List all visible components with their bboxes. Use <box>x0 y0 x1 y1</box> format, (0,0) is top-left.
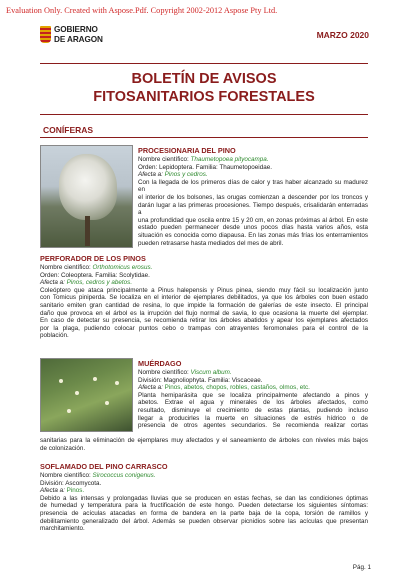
title-line-1: BOLETÍN DE AVISOS <box>131 71 277 87</box>
borer-body-2: con Tomicus piniperda. Se localiza en el interior de ejemplares debilitados, ya que los árboles con buen estado <box>40 294 368 302</box>
borer-affects-line: Afecta a: Pinos, cedros y abetos. <box>40 279 133 287</box>
processionary-body-6: situación es conocida como diapausa. En las zonas más frías los enterramientos <box>138 231 368 239</box>
mistletoe-body-3: resultado, disminuye el crecimiento de estas plantas, pudiendo incluso <box>138 406 368 414</box>
blight-division: División: Ascomycota. <box>40 479 102 487</box>
mistletoe-berry <box>105 401 109 405</box>
mistletoe-affects: Pinos, abetos, chopos, robles, castaños, olmos, etc. <box>164 384 310 392</box>
mistletoe-body-5: presencia de otros agentes secundarios. Se recomienda realizar cortas <box>138 422 368 430</box>
blight-sci-name: Sirococcus conigenus. <box>92 472 156 479</box>
bulletin-date: MARZO 2020 <box>316 30 369 40</box>
logo-line-2: DE ARAGON <box>54 34 103 44</box>
blight-body-1: Debido a las intensas y prolongadas lluvias que se producen en estas fechas, se dan las condiciones óptimas <box>40 494 368 502</box>
blight-affects-line: Afecta a: Pinos. <box>40 487 85 495</box>
mistletoe-berry <box>59 379 63 383</box>
blight-body-2: de humedad y temperatura para la fructificación de este hongo. Pueden detectarse los siguientes síntomas: <box>40 502 368 510</box>
processionary-sci-name: Thaumetopoea pityocampa. <box>190 156 269 163</box>
mistletoe-berry <box>67 409 71 413</box>
aragon-flag-icon <box>40 26 51 43</box>
borer-heading: PERFORADOR DE LOS PINOS <box>40 254 146 263</box>
processionary-body-5: estado pueden permanecer desde unos pocos días hasta varios años, esta <box>138 224 368 232</box>
blight-body-5: marchitamiento. <box>40 525 85 533</box>
mistletoe-berry <box>115 381 119 385</box>
processionary-body-1: Con la llegada de los primeros días de calor y tras haber alcanzado su madurez en <box>138 178 368 194</box>
processionary-block <box>138 156 368 247</box>
blight-heading: SOFLAMADO DEL PINO CARRASCO <box>40 462 168 471</box>
borer-body-3: sanitario emiten gran cantidad de resina, lo que impide la formación de galerías de este insecto. El principal <box>40 301 368 309</box>
mistletoe-block-cont <box>40 437 368 452</box>
blight-body-3: presencia de acículas atacadas en forma de bandera en la parte baja de la copa, torsión de ramillos y <box>40 509 368 517</box>
mistletoe-block <box>138 369 368 430</box>
mistletoe-body-1: Planta hemiparásita que se localiza principalmente afectando a pinos y <box>138 391 368 399</box>
section-title: CONÍFERAS <box>43 125 94 135</box>
processionary-body-7: pueden retrasarse hasta mediados del mes de abril. <box>138 239 284 247</box>
mistletoe-affects-line: Afecta a: Pinos, abetos, chopos, robles, castaños, olmos, etc. <box>138 384 310 392</box>
borer-body-1: Coleóptero que ataca principalmente a Pinus halepensis y Pinus pinea, siendo muy fácil su localización junto <box>40 286 368 294</box>
blight-body-4: debilitamiento generalizado del árbol. Además se pueden observar picnidios sobre las acículas que presentan <box>40 517 368 525</box>
processionary-order: Orden: Lepidoptera. Familia: Thaumetopoeidae. <box>138 163 272 171</box>
mistletoe-body-2: abetos. Extrae el agua y minerales de los árboles afectados, como <box>138 399 368 407</box>
mistletoe-berry <box>93 377 97 381</box>
evaluation-watermark: Evaluation Only. Created with Aspose.Pdf. Copyright 2002-2012 Aspose Pty Ltd. <box>6 6 278 15</box>
logo-line-1: GOBIERNO <box>54 25 98 34</box>
gobierno-de-aragon-logo <box>40 24 140 46</box>
borer-sci-line: Nombre científico: Orthotomicus erosus. <box>40 264 153 271</box>
borer-body-6: por la plaga, pudiendo colocar puntos cebo o trampas con atrayentes feromonales para el control de la <box>40 324 368 332</box>
bulletin-title <box>40 63 368 115</box>
processionary-affects: Pinos y cedros. <box>164 171 208 179</box>
title-line-2: FITOSANITARIOS FORESTALES <box>93 89 315 105</box>
pine-tree-photo <box>40 145 133 248</box>
processionary-body-2: el interior de los bolsones, las orugas comienzan a descender por los troncos y <box>138 193 368 201</box>
mistletoe-sci-name: Viscum album. <box>190 369 232 376</box>
mistletoe-sci-line: Nombre científico: Viscum album. <box>138 369 232 376</box>
logo-text <box>54 25 103 44</box>
borer-block <box>40 264 368 340</box>
mistletoe-body-6: sanitarias para la eliminación de ejemplares muy afectados y el saneamiento de árboles con niveles más bajos <box>40 437 368 444</box>
mistletoe-photo <box>40 358 133 432</box>
processionary-affects-line: Afecta a: Pinos y cedros. <box>138 171 208 179</box>
processionary-sci-line: Nombre científico: Thaumetopoea pityocampa. <box>138 156 269 163</box>
borer-affects: Pinos, cedros y abetos. <box>66 279 133 287</box>
mistletoe-berry <box>75 391 79 395</box>
borer-order: Orden: Coleoptera. Familia: Scolytidae. <box>40 271 150 279</box>
borer-sci-name: Orthotomicus erosus. <box>92 264 153 271</box>
processionary-heading: PROCESIONARIA DEL PINO <box>138 146 236 155</box>
blight-sci-line: Nombre científico: Sirococcus conigenus. <box>40 472 156 479</box>
processionary-body-3: darán lugar a las primeras procesiones. Tiempo después, crisalidarán enterradas a <box>138 201 368 217</box>
mistletoe-heading: MUÉRDAGO <box>138 359 182 368</box>
section-header <box>40 124 368 138</box>
tree-trunk <box>85 216 90 246</box>
tree-crown <box>59 154 117 220</box>
blight-affects: Pinos. <box>66 487 85 495</box>
borer-body-4: daño que provoca en el árbol es la irrupción del flujo normal de savia, lo que ocasiona la muerte del ejemplar. <box>40 309 368 317</box>
blight-block <box>40 472 368 533</box>
processionary-body-4: una profundidad que oscila entre 15 y 20 cm, en zonas próximas al árbol. En este <box>138 216 368 224</box>
mistletoe-division: División: Magnoliophyta. Familia: Viscaceae. <box>138 376 263 384</box>
borer-body-7: población. <box>40 332 69 340</box>
mistletoe-body-7: de colonización. <box>40 444 86 452</box>
borer-body-5: En caso de detectar su presencia, se recomienda retirar los árboles abatidos y apear los ejemplares afectados <box>40 317 368 325</box>
page-number: Pág. 1 <box>352 564 371 571</box>
mistletoe-body-4: llegar a producirles la muerte en situaciones de estrés hídrico o de <box>138 414 368 422</box>
